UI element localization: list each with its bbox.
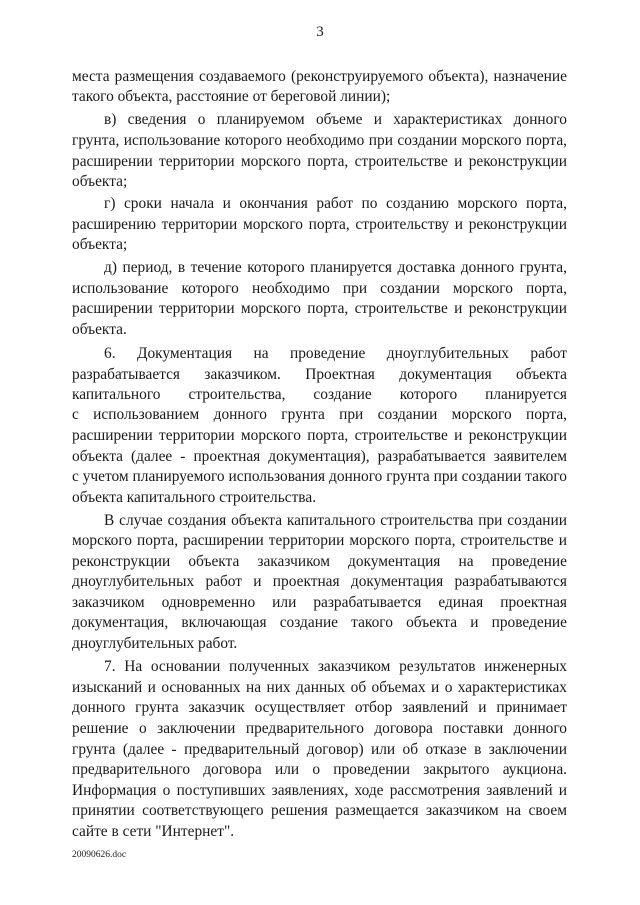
text-line: реконструкции объекта заказчиком документация на проведение (72, 553, 567, 570)
text-line: документация, включающая создание такого объекта и проведение (72, 614, 567, 631)
text-line: Информация о поступивших заявлениях, ходе рассмотрения заявлений и (72, 782, 567, 799)
text-line: дноуглубительных работ. (72, 635, 238, 652)
text-line: заказчиком одновременно или разрабатывается единая проектная (72, 594, 567, 611)
text-line: принятии соответствующего решения размещается заказчиком на своем (72, 802, 567, 819)
text-line: использование которого необходимо при создании морского порта, (72, 280, 567, 297)
file-name-footer: 20090626.doc (72, 850, 127, 860)
text-line: изысканий и основанных на них данных об объемах и о характеристиках (72, 679, 567, 696)
text-line: расширению территории морского порта, строительству и реконструкции (72, 216, 567, 233)
text-line: в) сведения о планируемом объеме и характеристиках донного (104, 111, 567, 128)
text-line: грунта (далее - предварительный договор) или об отказе в заключении (72, 741, 567, 758)
text-line: донного грунта заказчик осуществляет отбор заявлений и принимает (72, 699, 567, 716)
text-line: д) период, в течение которого планируется доставка донного грунта, (104, 259, 567, 276)
text-line: расширении территории морского порта, строительстве и реконструкции (72, 427, 567, 444)
text-line: морского порта, расширении территории морского порта, строительстве и (72, 532, 567, 549)
text-line: объекта; (72, 236, 128, 253)
text-line: сайте в сети "Интернет". (72, 823, 235, 840)
text-line: расширении территории морского порта, строительстве и реконструкции (72, 300, 567, 317)
text-line: места размещения создаваемого (реконструируемого объекта), назначение (72, 68, 567, 85)
text-line: дноуглубительных работ и проектная документация разрабатываются (72, 573, 567, 590)
text-line: разрабатывается заказчиком. Проектная документация объекта (72, 366, 567, 383)
text-line: г) сроки начала и окончания работ по созданию морского порта, (104, 195, 567, 212)
text-line: объекта. (72, 321, 127, 338)
text-line: грунта, использование которого необходимо при создании морского порта, (72, 132, 567, 149)
page-number: 3 (316, 24, 324, 40)
text-line: решение о заключении предварительного договора поставки донного (72, 720, 567, 737)
text-line: такого объекта, расстояние от береговой линии); (72, 88, 391, 105)
text-line: объекта (далее - проектная документация), разрабатывается заявителем (72, 448, 567, 465)
text-line: с учетом планируемого использования донного грунта при создании такого (72, 468, 567, 485)
text-line: расширении территории морского порта, строительстве и реконструкции (72, 153, 567, 170)
text-line: объекта; (72, 173, 128, 190)
text-line: 7. На основании полученных заказчиком результатов инженерных (104, 658, 567, 675)
text-line: В случае создания объекта капитального строительства при создании (104, 512, 567, 529)
text-line: предварительного договора или о проведении закрытого аукциона. (72, 761, 567, 778)
text-line: 6. Документация на проведение дноуглубительных работ (104, 345, 567, 362)
text-line: капитального строительства, создание которого планируется (72, 386, 567, 403)
text-line: объекта капитального строительства. (72, 489, 317, 506)
text-line: с использованием донного грунта при создании морского порта, (72, 406, 567, 423)
